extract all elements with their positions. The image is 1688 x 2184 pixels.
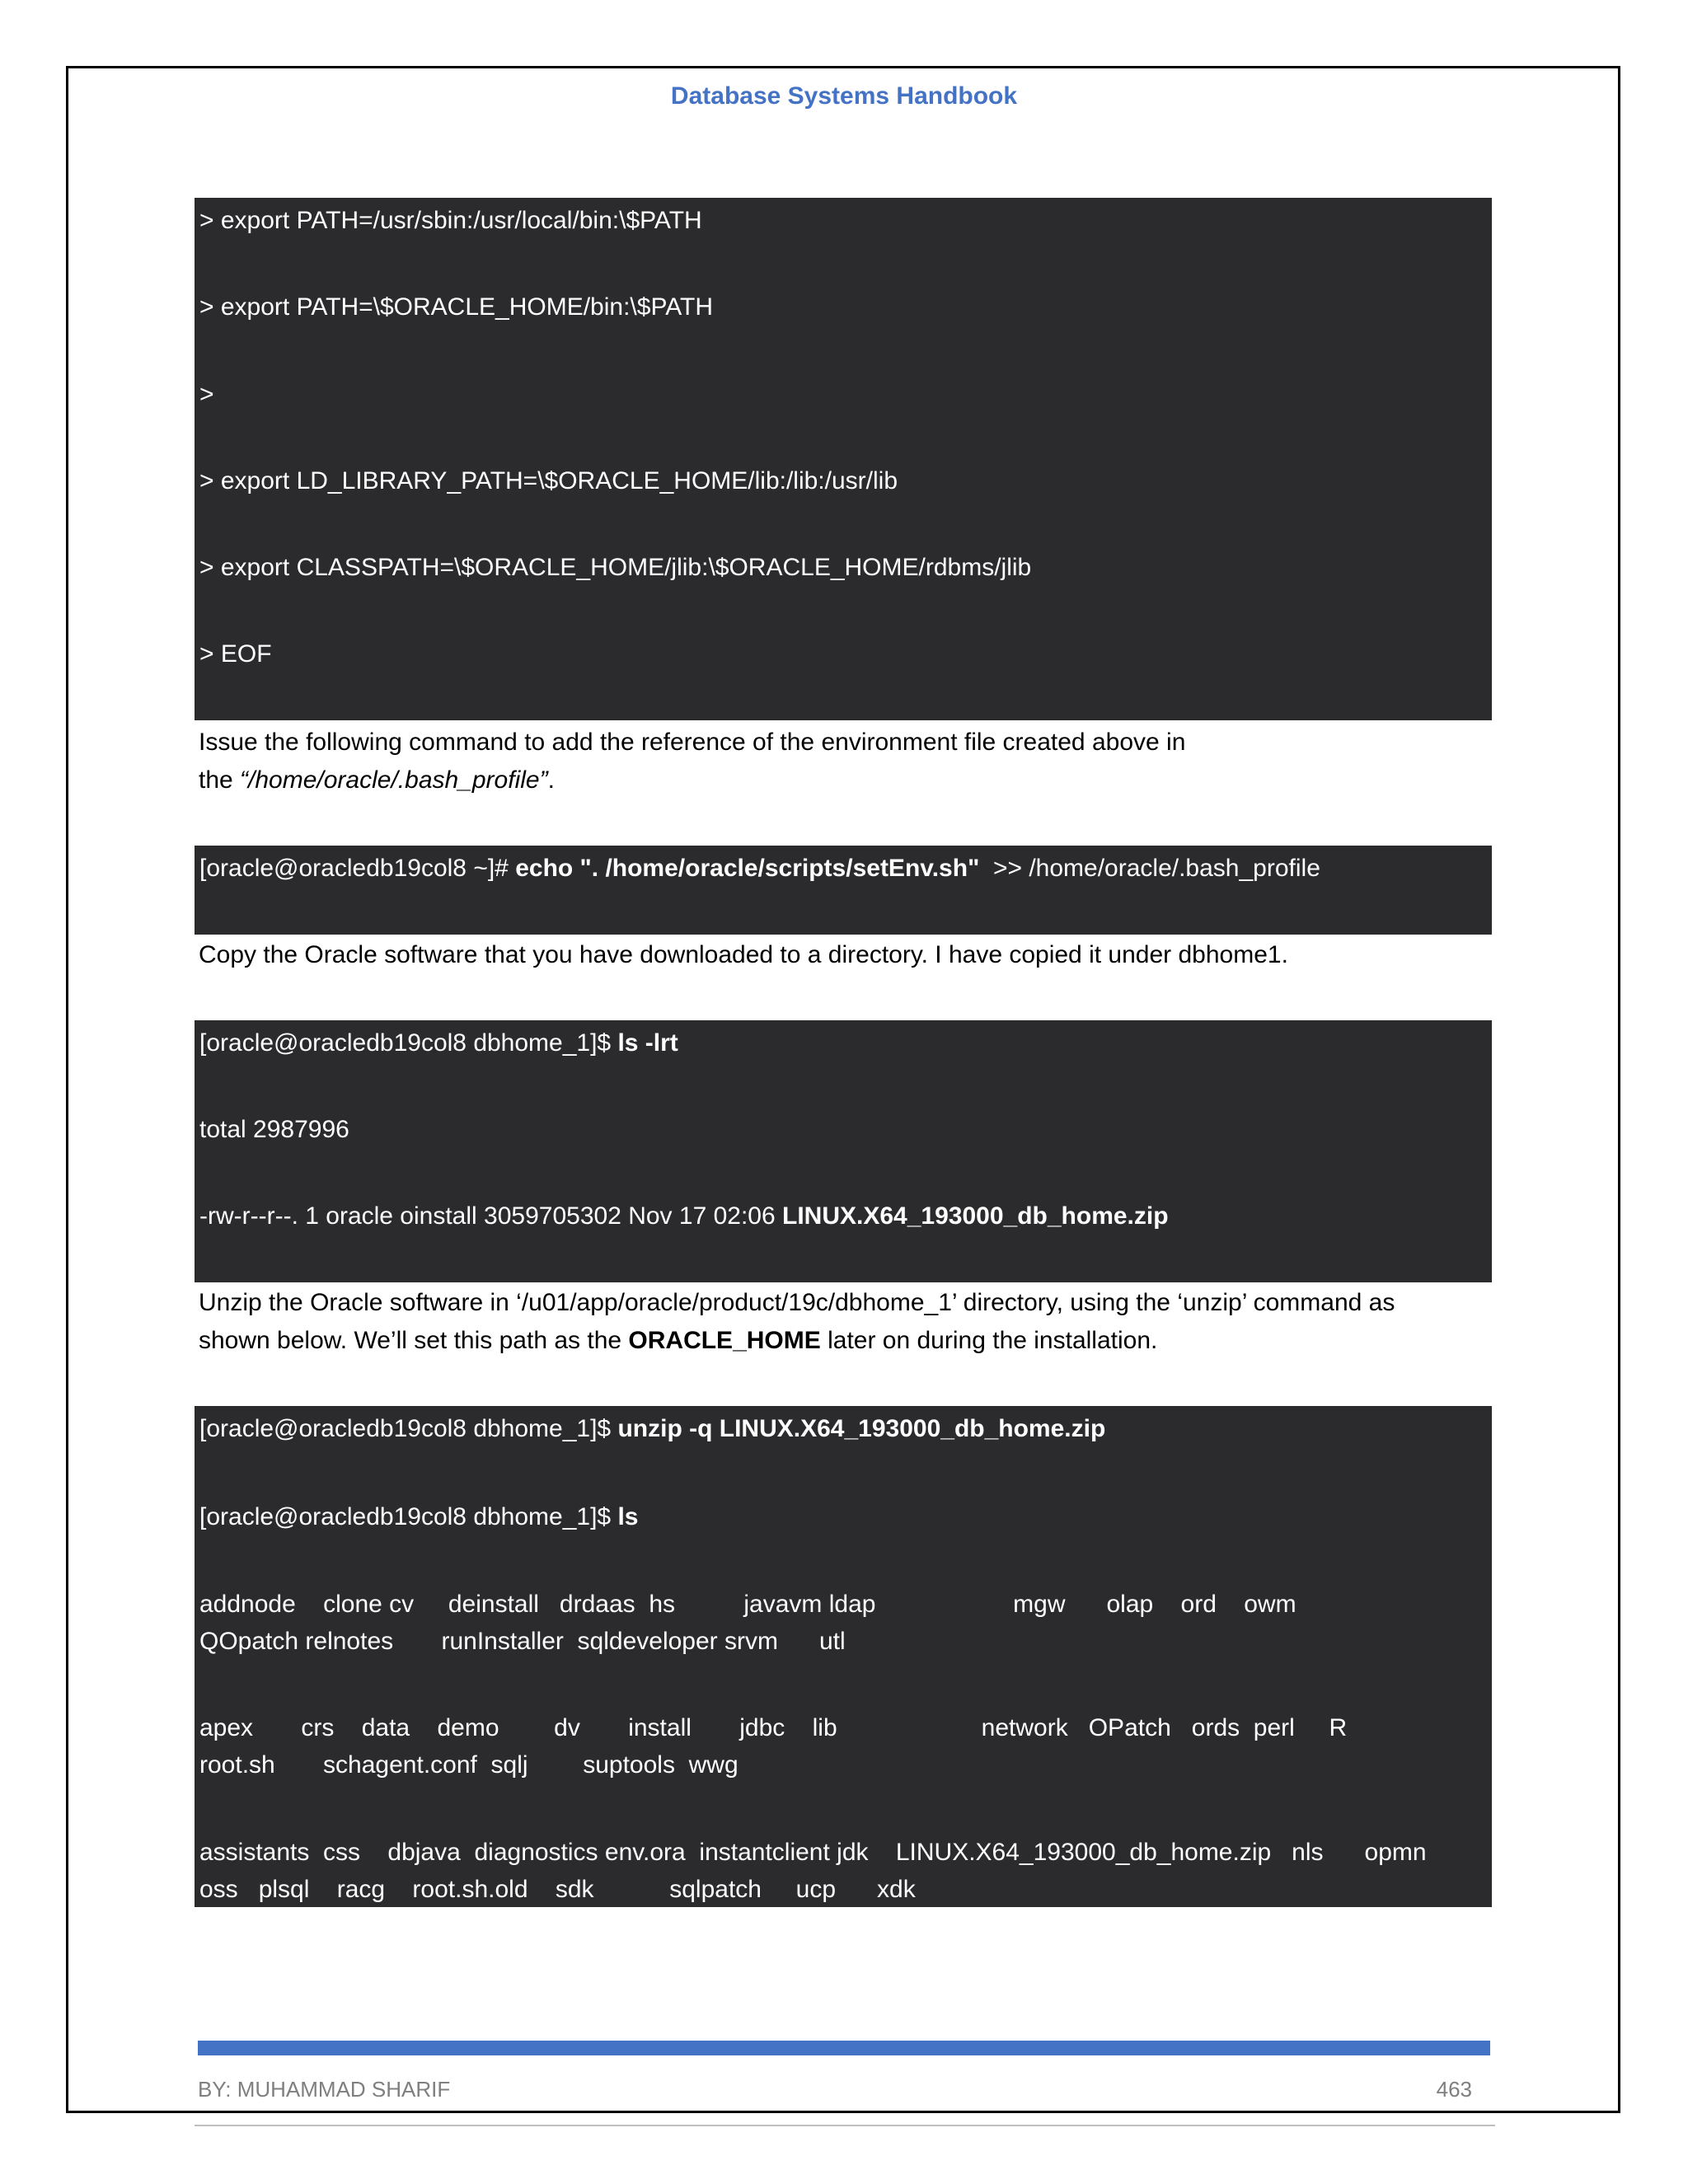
paragraph-bash-profile <box>199 724 1493 799</box>
listing-line: addnode clone cv deinstall drdaas hs javavm ldap mgw olap ord owm <box>199 1591 1296 1618</box>
listing-line: root.sh schagent.conf sqlj suptools wwg <box>199 1751 738 1779</box>
text: later on during the installation. <box>820 1327 1158 1354</box>
text: the <box>199 766 241 794</box>
code-line: > EOF <box>199 640 272 668</box>
paragraph-unzip <box>199 1284 1493 1360</box>
code-line <box>199 850 1320 888</box>
footer-author: BY: MUHAMMAD SHARIF <box>198 2077 451 2102</box>
paragraph-line <box>199 762 1493 799</box>
oracle-home-label: ORACLE_HOME <box>628 1327 821 1354</box>
page-header-title: Database Systems Handbook <box>670 82 1018 110</box>
paragraph-line: Unzip the Oracle software in ‘/u01/app/oracle/product/19c/dbhome_1’ directory, using the ‘unzip’ command as <box>199 1289 1395 1316</box>
prompt: [oracle@oracledb19col8 dbhome_1]$ <box>199 1415 618 1442</box>
code-line <box>199 1024 678 1062</box>
code-line: > <box>199 381 214 408</box>
code-block-unzip-ls <box>195 1406 1492 1907</box>
listing-line: QOpatch relnotes runInstaller sqldeveloper srvm utl <box>199 1628 846 1655</box>
code-line: > export CLASSPATH=\$ORACLE_HOME/jlib:\$ORACLE_HOME/rdbms/jlib <box>199 554 1032 581</box>
code-block-echo <box>195 846 1492 935</box>
prompt: [oracle@oracledb19col8 ~]# <box>199 855 516 882</box>
paragraph-line <box>199 1322 1493 1360</box>
file-info: -rw-r--r--. 1 oracle oinstall 3059705302 Nov 17 02:06 <box>199 1202 783 1230</box>
code-block-env-exports <box>195 198 1492 720</box>
code-line: > export PATH=/usr/sbin:/usr/local/bin:\$PATH <box>199 207 702 234</box>
prompt: [oracle@oracledb19col8 dbhome_1]$ <box>199 1503 618 1530</box>
text: shown below. We’ll set this path as the <box>199 1327 629 1354</box>
code-line: > export PATH=\$ORACLE_HOME/bin:\$PATH <box>199 293 713 321</box>
code-line <box>199 1498 638 1536</box>
text: . <box>547 766 555 794</box>
paragraph-copy-software <box>199 936 1493 974</box>
footer-accent-bar <box>198 2041 1490 2055</box>
listing-line: oss plsql racg root.sh.old sdk sqlpatch ucp xdk <box>199 1876 916 1903</box>
command: unzip -q LINUX.X64_193000_db_home.zip <box>617 1415 1106 1442</box>
code-line: total 2987996 <box>199 1116 349 1143</box>
code-line <box>199 1410 1105 1448</box>
footer-divider <box>195 2125 1495 2126</box>
command-args: >> /home/oracle/.bash_profile <box>979 855 1320 882</box>
paragraph-line: Issue the following command to add the reference of the environment file created above in <box>199 729 1186 756</box>
code-block-ls-lrt <box>195 1020 1492 1282</box>
command: ls -lrt <box>617 1029 678 1057</box>
page-number: 463 <box>1436 2077 1472 2102</box>
command: ls <box>617 1503 639 1530</box>
path-text: “/home/oracle/.bash_profile” <box>240 766 548 794</box>
code-line: > export LD_LIBRARY_PATH=\$ORACLE_HOME/lib:/lib:/usr/lib <box>199 467 898 494</box>
code-line <box>199 1197 1169 1235</box>
paragraph-line: Copy the Oracle software that you have downloaded to a directory. I have copied it under dbhome1. <box>199 941 1288 968</box>
prompt: [oracle@oracledb19col8 dbhome_1]$ <box>199 1029 618 1057</box>
file-name: LINUX.X64_193000_db_home.zip <box>782 1202 1169 1230</box>
listing-line: apex crs data demo dv install jdbc lib network OPatch ords perl R <box>199 1714 1348 1741</box>
command: echo ". /home/oracle/scripts/setEnv.sh" <box>515 855 980 882</box>
listing-line: assistants css dbjava diagnostics env.ora instantclient jdk LINUX.X64_193000_db_home.zip nls opmn <box>199 1839 1427 1866</box>
